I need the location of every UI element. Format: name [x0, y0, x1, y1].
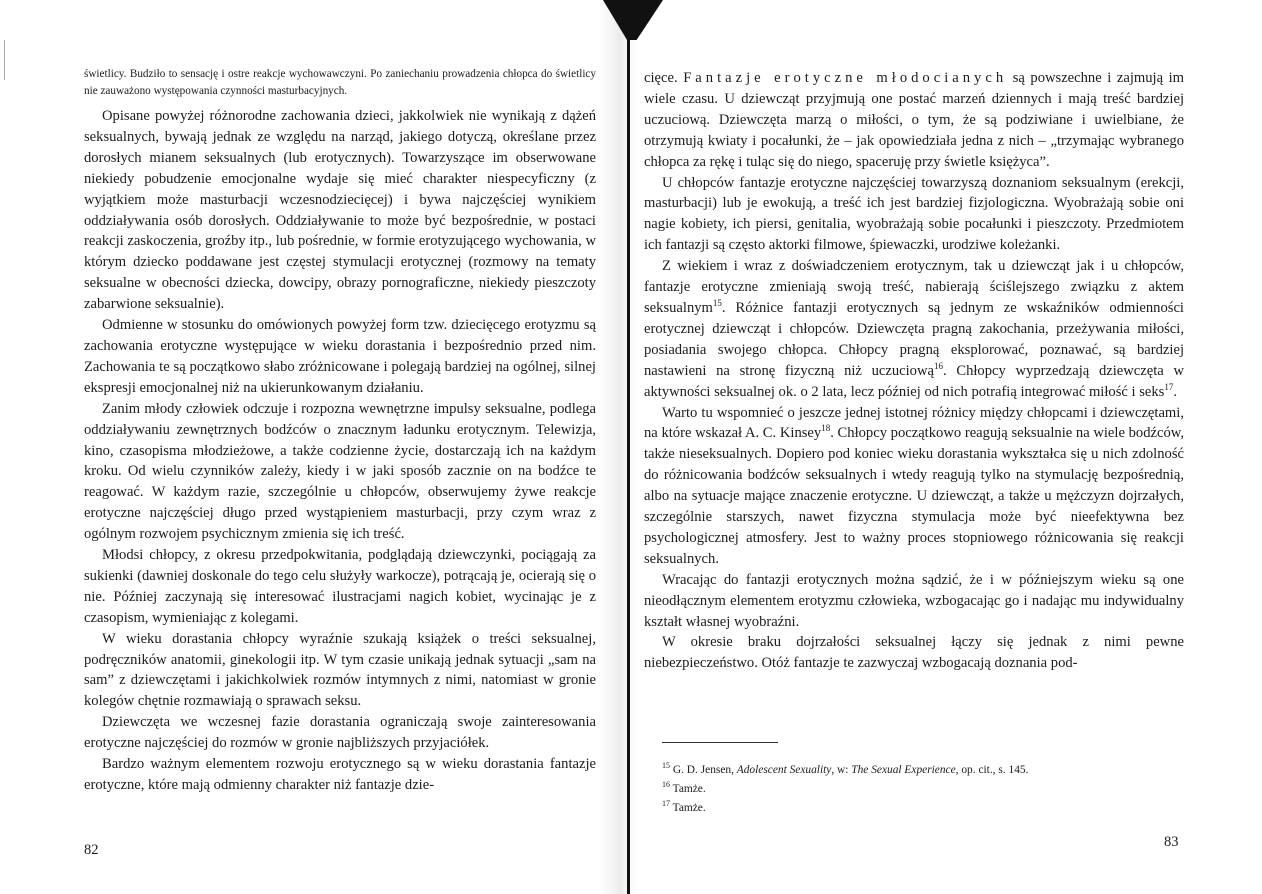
footnote-ref: 16 [934, 360, 943, 371]
left-paragraph: Opisane powyżej różnorodne zachowania dzieci, jakkolwiek nie wynikają z dążeń seksualnych, bywają jednak ze względu na narząd, jakiego dotyczą, określane przez dorosłych mianem seksualnych (lub erotycznych). Towarzyszące im obserwowane niekiedy pobudzenie emocjonalne wydaje się mieć charakter niespecyficzny (z wyjątkiem może masturbacji wczesnodziecięcej) i bywa najczęściej wynikiem oddziaływania osób dorosłych. Oddziaływanie to może być bezpośrednie, w postaci reakcji zaskoczenia, groźby itp., lub pośrednie, w formie erotyzującego wychowania, w którym dziecko poddawane jest częstej stymulacji erotycznej (rozmowy na tematy seksualne w obecności dziecka, dowcipy, obrazy pornograficzne, niekiedy pieszczoty zabarwione seksualnie). [84, 108, 596, 313]
text-run: . Chłopcy wyprzedzają dziewczęta w aktywności seksualnej ok. o 2 lata, lecz później od nich potrafią integrować miłość i seks [644, 362, 1184, 400]
left-paragraph: Dziewczęta we wczesnej fazie dorastania ograniczają swoje zainteresowania erotyczne najczęściej do rozmów w gronie najbliższych przyjaciółek. [84, 714, 596, 752]
footnote-ref: 18 [821, 423, 831, 434]
left-page [0, 0, 618, 894]
footnotes [662, 742, 1182, 818]
footnote [662, 799, 1182, 818]
left-paragraph: Zanim młody człowiek odczuje i rozpozna wewnętrzne impulsy seksualne, podlega oddziaływaniu zewnętrznych bodźców o znacznym ładunku erotycznym. Telewizja, kino, czasopisma młodzieżowe, a także codzienne życie, dostarczają ich na każdym kroku. Od wielu czynników zależy, kiedy i w jaki sposób zacznie on na bodźce te reagować. W każdym razie, szczególnie u chłopców, obserwujemy żywe reakcje erotyczne najczęściej długo przed wystąpieniem masturbacji, przy czym wraz z ogólnym rozwojem psychicznym zmienia się ich treść. [84, 400, 596, 543]
footnote-title: Adolescent Sexuality [736, 764, 832, 776]
footnote-number: 15 [662, 761, 670, 771]
footnote [662, 761, 1182, 780]
text-run: . [1173, 383, 1178, 400]
footnote-ref: 15 [712, 298, 722, 309]
left-paragraph: Bardzo ważnym elementem rozwoju erotycznego są w wieku dorastania fantazje erotyczne, które mają odmienny charakter niż fantazje dzie- [84, 756, 596, 793]
footnote-number: 16 [662, 780, 670, 790]
right-paragraph: U chłopców fantazje erotyczne najczęściej towarzyszą doznaniom seksualnym (erekcji, masturbacji) lub je ewokują, a treść ich jest bardziej fizjologiczna. Wyobrażają sobie oni nagie kobiety, ich piersi, genitalia, wyobrażają sobie pocałunki i pieszczoty. Przedmiotem ich fantazji są często aktorki filmowe, śpiewaczki, urodziwe koleżanki. [644, 174, 1184, 254]
text-run: . Chłopcy początkowo reagują seksualnie na wiele bodźców, także nieseksualnych. Dopiero pod koniec wieku dorastania wykształca się u nich zdolność do różnicowania bodźców seksualnych i wtedy reagują tylko na stymulację bezpośrednią, albo na sytuacje mające znaczenie erotyczne. U dziewcząt, a także u mężczyzn dojrzałych, szczególnie starszych, nawet fizyczna stymulacja może być nieefektywna bez psychologicznej atmosfery. Jest to ważny proces stopniowego różnicowania się reakcji seksualnych. [644, 425, 1184, 567]
footnote-text: Tamże. [672, 783, 706, 795]
right-paragraph: Wracając do fantazji erotycznych można sądzić, że i w późniejszym wieku są one nieodłącznym elementem erotyzmu człowieka, wzbogacając go i nadając mu indywidualny kształt własnej wyobraźni. [644, 571, 1184, 630]
page-number-right: 83 [1164, 834, 1179, 850]
scan-margin-mark [4, 40, 5, 80]
text-run: Warto tu wspomnieć o jeszcze jednej istotnej różnicy między chłopcami i dziewczętami, na które wskazał A. C. Kinsey [644, 404, 1184, 442]
text-run: są powszechne i zajmują im wiele czasu. U dziewcząt przyjmują one postać marzeń dziennych i mają treść bardziej uczuciową. Dziewczęta marzą o miłości, o tym, że są podziwiane i uwielbiane, że otrzymują kwiaty i pocałunki, że – jak opowiedziała jedna z nich – „trzymając wybranego chłopca za rękę i tuląc się do niego, spaceruję przy świetle księżyca”. [644, 70, 1185, 170]
left-paragraph: W wieku dorastania chłopcy wyraźnie szukają książek o treści seksualnej, podręczników anatomii, ginekologii itp. W tym czasie unikają jednak sytuacji „sam na sam” z dziewczętami i jakichkolwiek rozmów intymnych z nimi, natomiast w gronie kolegów chętnie rozmawiają o sprawach seksu. [84, 630, 596, 710]
footnote-text: Tamże. [672, 802, 706, 814]
right-paragraph [644, 256, 1184, 402]
footnote-separator [662, 742, 778, 743]
left-paragraph: Odmienne w stosunku do omówionych powyżej form tzw. dziecięcego erotyzmu są zachowania erotyczne występujące w wieku dorastania i bezpośrednio przed nim. Zachowania te są początkowo słabo zróżnicowane i polegają bardziej na ogólnej, silnej ekspresji emocjonalnej niż na ukierunkowanym działaniu. [84, 317, 596, 396]
right-paragraph [644, 68, 1184, 173]
left-paragraph: Młodsi chłopcy, z okresu przedpokwitania, podglądają dziewczynki, pociągają za sukienki (dawniej doskonale do tego celu służyły warkocze), potrącają je, ocierają się o nie. Później zaczynają się interesować ilustracjami nagich kobiet, wycinając je z czasopism, wymieniając z kolegami. [84, 547, 596, 626]
footnote-text: , w: [831, 764, 852, 776]
footnote-text: , op. cit., s. 145. [955, 764, 1029, 776]
text-run: . Różnice fantazji erotycznych są jednym ze wskaźników odmienności erotycznej dziewcząt i chłopców. Dziewczęta pragną zakochania, przeżywania miłości, posiadania swojego chłopca. Chłopcy pragną eksplorować, poznawać, są bardziej nastawieni na stronę fizyczną niż uczuciową [644, 299, 1184, 379]
footnote [662, 780, 1182, 799]
right-paragraph: W okresie braku dojrzałości seksualnej łączy się jednak z nimi pewne niebezpieczeństwo. Otóż fantazje te zazwyczaj wzbogacają doznania pod- [644, 634, 1184, 672]
right-paragraph [644, 403, 1184, 570]
footnote-number: 17 [662, 799, 670, 809]
footnote-ref: 17 [1164, 381, 1174, 392]
text-run: cięce. [644, 70, 678, 86]
right-text-column [644, 68, 1184, 674]
footnote-title: The Sexual Experience [851, 764, 956, 776]
text-run: Z wiekiem i wraz z doświadczeniem erotycznym, tak u dziewcząt jak i u chłopców, fantazje erotyczne zmieniają swoją treść, nabierają ściślejszego związku z aktem seksualnym [644, 258, 1184, 316]
footnote-text: G. D. Jensen, [672, 764, 737, 776]
page-number-left: 82 [84, 842, 99, 858]
left-intro-note: świetlicy. Budziło to sensację i ostre reakcje wychowawczyni. Po zaniechaniu prowadzenia chłopca do świetlicy nie zauważono występowania czynności masturbacyjnych. [84, 68, 596, 97]
spaced-emphasis: Fantazje erotyczne młodocianych [683, 70, 1008, 86]
left-text-column [84, 66, 596, 796]
